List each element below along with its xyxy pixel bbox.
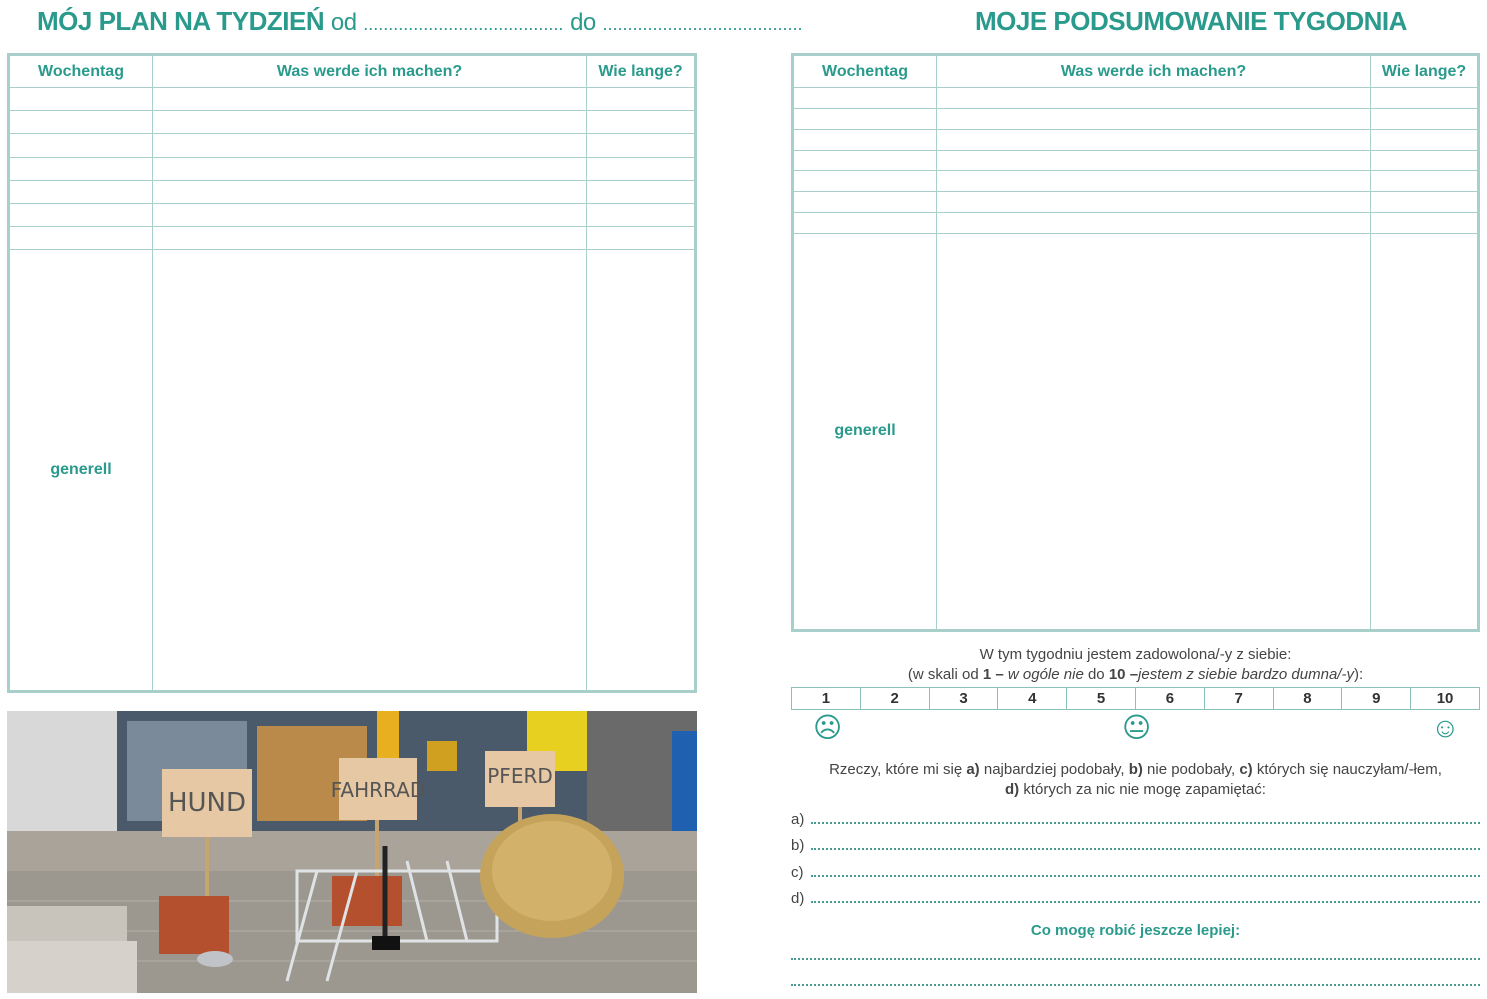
- scale-cell-6[interactable]: 6: [1136, 688, 1205, 709]
- happy-face-icon: ☺: [1431, 712, 1460, 743]
- general-label: generell: [794, 233, 937, 629]
- table-cell[interactable]: [10, 134, 153, 157]
- answer-line[interactable]: [811, 889, 1480, 903]
- scale-cell-1[interactable]: 1: [792, 688, 861, 709]
- table-cell[interactable]: [1371, 88, 1478, 109]
- plan-title-dots-from[interactable]: ........................................: [363, 14, 564, 34]
- table-cell[interactable]: [153, 180, 587, 203]
- table-row: [10, 157, 695, 180]
- things-text-1: Rzeczy, które mi się: [829, 761, 963, 778]
- table-cell[interactable]: [937, 150, 1371, 171]
- table-cell[interactable]: [587, 203, 695, 226]
- satisfaction-to: do: [1087, 666, 1105, 683]
- sign-hund: HUND: [167, 788, 247, 818]
- summary-table: [791, 53, 1480, 632]
- table-cell[interactable]: [587, 134, 695, 157]
- table-cell[interactable]: [587, 88, 695, 111]
- table-cell[interactable]: [937, 171, 1371, 192]
- table-cell[interactable]: [10, 227, 153, 250]
- things-text-3: nie podobały,: [1147, 761, 1236, 778]
- table-cell[interactable]: [1371, 192, 1478, 213]
- things-text-4: których się nauczyłam/-łem,: [1256, 761, 1442, 778]
- satisfaction-open: (w skali od: [907, 666, 979, 683]
- table-cell[interactable]: [10, 111, 153, 134]
- col-header-activity: Was werde ich machen?: [153, 56, 587, 88]
- general-label: generell: [10, 250, 153, 691]
- answer-row-a: [791, 808, 1480, 828]
- better-heading: Co mogę robić jeszcze lepiej:: [1030, 922, 1241, 939]
- table-cell[interactable]: [153, 88, 587, 111]
- col-header-weekday: Wochentag: [794, 56, 937, 88]
- street-photo-illustration: [7, 711, 697, 993]
- satisfaction-t2: jestem z siebie bardzo dumna/-y: [1138, 666, 1354, 683]
- table-row: [10, 134, 695, 157]
- answer-line[interactable]: [811, 836, 1480, 850]
- summary-title: MOJE PODSUMOWANIE TYGODNIA: [975, 6, 1407, 36]
- table-cell[interactable]: [1371, 171, 1478, 192]
- table-row: [794, 192, 1478, 213]
- table-cell[interactable]: [1371, 213, 1478, 234]
- table-cell[interactable]: [153, 134, 587, 157]
- answer-line[interactable]: [811, 863, 1480, 877]
- table-cell[interactable]: [794, 171, 937, 192]
- satisfaction-n1: 1: [982, 666, 992, 683]
- table-cell[interactable]: [10, 203, 153, 226]
- plan-title-main: MÓJ PLAN NA TYDZIEŃ: [37, 6, 325, 36]
- sad-face-icon: ☹: [813, 712, 843, 743]
- scale-cell-4[interactable]: 4: [998, 688, 1067, 709]
- col-header-duration: Wie lange?: [1371, 56, 1478, 88]
- col-header-activity: Was werde ich machen?: [937, 56, 1371, 88]
- things-text-5: których za nic nie mogę zapamiętać:: [1023, 781, 1266, 798]
- table-row: [794, 213, 1478, 234]
- better-line-1[interactable]: [791, 958, 1480, 960]
- scale-cell-5[interactable]: 5: [1067, 688, 1136, 709]
- table-cell[interactable]: [794, 88, 937, 109]
- answer-row-c: [791, 861, 1480, 881]
- table-cell[interactable]: [153, 250, 587, 691]
- table-cell[interactable]: [794, 150, 937, 171]
- table-cell[interactable]: [937, 233, 1371, 629]
- table-cell[interactable]: [937, 129, 1371, 150]
- satisfaction-line2: [791, 666, 1480, 683]
- table-cell[interactable]: [794, 108, 937, 129]
- things-text-2: najbardziej podobały,: [983, 761, 1125, 778]
- table-row: [794, 129, 1478, 150]
- neutral-face-icon: 😐︎: [1122, 712, 1152, 743]
- table-cell[interactable]: [10, 180, 153, 203]
- table-cell[interactable]: [153, 157, 587, 180]
- answer-row-b: [791, 834, 1480, 854]
- satisfaction-line1: W tym tygodniu jestem zadowolona/-y z siebie:: [979, 646, 1292, 663]
- answer-row-d: [791, 887, 1480, 907]
- table-cell[interactable]: [153, 111, 587, 134]
- street-photo: [7, 711, 697, 993]
- table-row: [794, 233, 1478, 629]
- satisfaction-scale: [791, 687, 1480, 710]
- satisfaction-t1: w ogóle nie: [1007, 666, 1084, 683]
- things-d: d): [1005, 781, 1020, 798]
- sign-fahrrad: FAHRRAD: [330, 778, 426, 802]
- better-line-2[interactable]: [791, 984, 1480, 986]
- things-b: b): [1128, 761, 1143, 778]
- plan-table: [7, 53, 697, 693]
- table-cell[interactable]: [794, 192, 937, 213]
- table-cell[interactable]: [937, 213, 1371, 234]
- table-row: [794, 171, 1478, 192]
- satisfaction-close: ):: [1353, 666, 1364, 683]
- table-cell[interactable]: [587, 111, 695, 134]
- table-cell[interactable]: [937, 108, 1371, 129]
- table-row: [10, 180, 695, 203]
- table-cell[interactable]: [937, 88, 1371, 109]
- plan-title: [37, 6, 803, 37]
- plan-title-dots-to[interactable]: ........................................: [602, 14, 803, 34]
- table-cell[interactable]: [153, 203, 587, 226]
- satisfaction-dash2: –: [1129, 666, 1139, 683]
- col-header-duration: Wie lange?: [587, 56, 695, 88]
- table-cell[interactable]: [1371, 150, 1478, 171]
- table-cell[interactable]: [937, 192, 1371, 213]
- satisfaction-dash1: –: [995, 666, 1004, 683]
- table-row: [10, 111, 695, 134]
- table-cell[interactable]: [153, 227, 587, 250]
- scale-cell-2[interactable]: 2: [861, 688, 930, 709]
- table-cell[interactable]: [794, 129, 937, 150]
- scale-cell-7[interactable]: 7: [1205, 688, 1274, 709]
- col-header-weekday: Wochentag: [10, 56, 153, 88]
- table-cell[interactable]: [1371, 108, 1478, 129]
- table-cell[interactable]: [587, 250, 695, 691]
- satisfaction-n10: 10: [1108, 666, 1126, 683]
- answer-line[interactable]: [811, 810, 1480, 824]
- sign-pferd: PFERD: [487, 764, 553, 788]
- table-cell[interactable]: [1371, 233, 1478, 629]
- table-row: [10, 88, 695, 111]
- things-c: c): [1239, 761, 1253, 778]
- table-row: [10, 250, 695, 691]
- table-cell[interactable]: [587, 180, 695, 203]
- table-cell[interactable]: [794, 213, 937, 234]
- table-row: [794, 150, 1478, 171]
- plan-title-from: od: [330, 9, 357, 36]
- table-row: [10, 203, 695, 226]
- things-a: a): [966, 761, 980, 778]
- scale-cell-8[interactable]: 8: [1274, 688, 1343, 709]
- scale-cell-9[interactable]: 9: [1342, 688, 1411, 709]
- scale-cell-10[interactable]: 10: [1436, 690, 1454, 707]
- table-row: [794, 108, 1478, 129]
- table-cell[interactable]: [587, 227, 695, 250]
- answer-label: c): [791, 864, 804, 881]
- table-cell[interactable]: [10, 88, 153, 111]
- answer-label: d): [791, 890, 805, 907]
- things-paragraph: [791, 760, 1480, 800]
- table-cell[interactable]: [587, 157, 695, 180]
- table-row: [794, 88, 1478, 109]
- answer-label: a): [791, 811, 805, 828]
- answer-label: b): [791, 837, 805, 854]
- table-cell[interactable]: [1371, 129, 1478, 150]
- table-row: [10, 227, 695, 250]
- table-cell[interactable]: [10, 157, 153, 180]
- plan-title-to: do: [570, 9, 596, 36]
- scale-cell-3[interactable]: 3: [930, 688, 999, 709]
